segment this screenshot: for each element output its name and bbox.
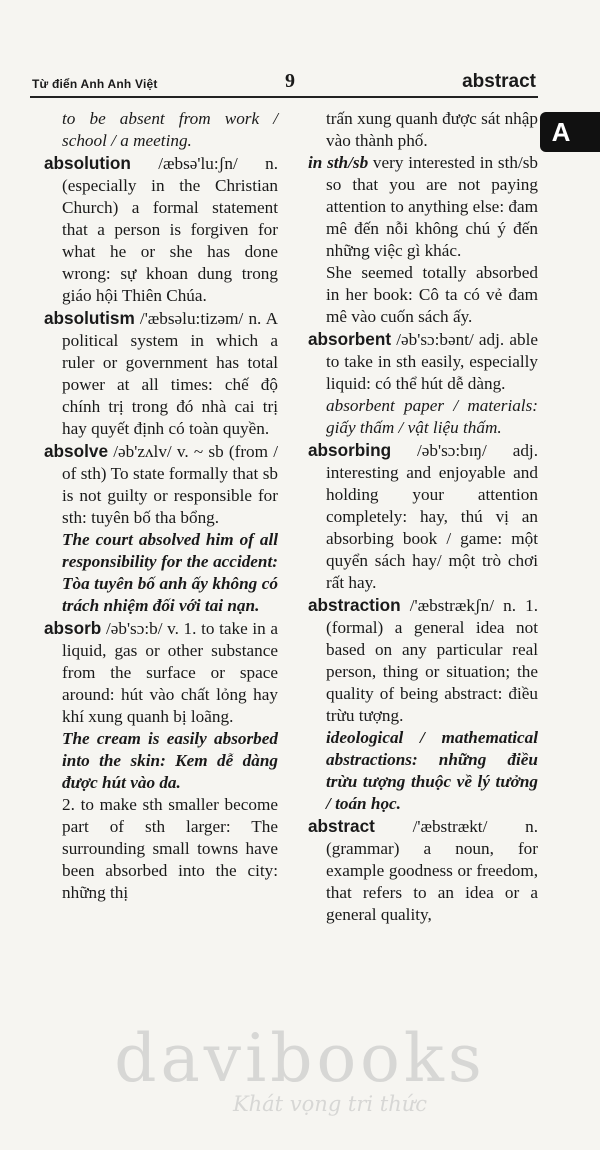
example: ideological / mathematical abstractions: những điều trừu tượng thuộc về lý tưởng / toán học. — [326, 728, 538, 813]
entry-abstraction — [308, 594, 538, 815]
headword: absolve — [44, 441, 109, 461]
watermark-brand: davibooks — [114, 1020, 486, 1097]
entry-absorbent — [308, 328, 538, 439]
definition: /əb'sɔ:bɪŋ/ adj. interesting and enjoyable and holding your attention completely: hay, thú vị an absorbing book / game: một quyển sách hay/ một trò chơi rất hay. — [326, 441, 538, 592]
definition: /əb'sɔ:b/ v. 1. to take in a liquid, gas or other substance from the surface or space around: hút vào chất lỏng hay khí xung quanh bị loãng. — [62, 619, 278, 726]
headword: absorb — [44, 618, 102, 638]
definition: /əb'zʌlv/ v. ~ sb (from / of sth) To state formally that sb is not guilty or responsible for sth: tuyên bố tha bổng. — [62, 442, 279, 527]
example-text: to be absent from work / school / a meeting. — [62, 109, 278, 150]
headword: abstract — [308, 816, 375, 836]
page-number: 9 — [285, 70, 295, 92]
definition: /'æbstrækt/ n. (grammar) a noun, for example goodness or freedom, that refers to an idea or a general quality, — [326, 817, 538, 924]
right-column — [308, 108, 538, 926]
continued-definition: trấn xung quanh được sát nhập vào thành phố. — [326, 109, 538, 150]
continued-example — [44, 108, 278, 152]
headword: absorbent — [308, 329, 392, 349]
definition: /'æbsəlu:tizəm/ n. A political system in which a ruler or government has total power at all times: chế độ chính trị trong đó nhà cai trị hay quyết định có toàn quyền. — [62, 309, 278, 438]
headword: absolution — [44, 153, 131, 173]
example: The cream is easily absorbed into the skin: Kem dễ dàng được hút vào da. — [62, 729, 278, 792]
left-column — [44, 108, 278, 904]
watermark-tagline: Khát vọng tri thức — [232, 1092, 428, 1116]
continued-text — [308, 108, 538, 152]
entry-absolutism — [44, 307, 278, 440]
sense-2: 2. to make sth smaller become part of sth larger: The surrounding small towns have been absorbed into the city: những thị — [62, 795, 278, 902]
definition: very interested in sth/sb so that you are not paying attention to anything else: đam mê đến nỗi không chú ý đến những việc gì khác. — [326, 153, 538, 260]
entry-absorb — [44, 617, 278, 904]
headword: absolutism — [44, 308, 135, 328]
example: The court absolved him of all responsibility for the accident: Tòa tuyên bố anh ấy không có trách nhiệm đối với tai nạn. — [62, 530, 278, 615]
book-title: Từ điển Anh Anh Việt — [32, 77, 158, 91]
phrase-label: in sth/sb — [308, 153, 369, 172]
headword: absorbing — [308, 440, 392, 460]
headword: abstraction — [308, 595, 401, 615]
entry-absolve — [44, 440, 278, 617]
guide-word: abstract — [462, 71, 536, 92]
page-header — [30, 68, 538, 98]
entry-absorbing — [308, 439, 538, 594]
entry-abstract — [308, 815, 538, 926]
definition: /əb'sɔ:bənt/ adj. able to take in sth easily, especially liquid: có thể hút dễ dàng. — [326, 330, 538, 393]
definition: /'æbstrækʃn/ n. 1. (formal) a general idea not based on any particular real person, thing or situation; the quality of being abstract: điều trừu tượng. — [326, 596, 538, 725]
phrase-in-sth-sb — [308, 152, 538, 328]
definition: /æbsə'lu:ʃn/ n. (especially in the Christian Church) a formal statement that a person is forgiven for what he or she has done wrong: sự khoan dung trong giáo hội Thiên Chúa. — [62, 154, 279, 305]
entry-absolution — [44, 152, 278, 307]
example: absorbent paper / materials: giấy thấm / vật liệu thấm. — [326, 396, 538, 437]
letter-tab: A — [540, 112, 600, 152]
example: She seemed totally absorbed in her book: Cô ta có vẻ đam mê vào cuốn sách ấy. — [326, 263, 538, 326]
